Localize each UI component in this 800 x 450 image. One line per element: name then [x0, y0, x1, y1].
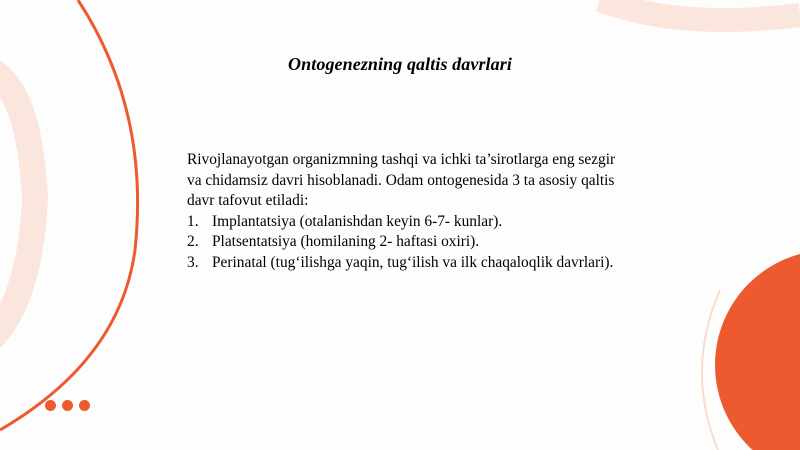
dot-icon: [45, 400, 56, 411]
dots-decoration: [45, 400, 90, 411]
critical-periods-list: [187, 212, 627, 274]
list-item-number: 3.: [187, 253, 199, 271]
right-orange-circle: [715, 250, 800, 450]
list-item-number: 2.: [187, 233, 199, 250]
list-item: [187, 253, 627, 274]
list-item: [187, 232, 627, 253]
list-item-text: Implantatsiya (otalanishdan keyin 6-7- kunlar).: [212, 212, 503, 230]
list-item-text: Platsentatsiya (homilaning 2- haftasi oxiri).: [212, 233, 480, 250]
list-item-number: 1.: [187, 212, 199, 230]
slide-body: [187, 150, 627, 273]
left-light-arc: [0, 70, 35, 340]
list-item: [187, 212, 627, 233]
dot-icon: [62, 400, 73, 411]
list-item-text: Perinatal (tug‘ilishga yaqin, tug‘ilish va ilk chaqaloqlik davrlari).: [212, 253, 614, 271]
top-right-light-arc: [600, 0, 800, 20]
slide-title: Ontogenezning qaltis davrlari: [288, 54, 512, 74]
intro-paragraph: Rivojlanayotgan organizmning tashqi va ichki ta’sirotlarga eng sezgir va chidamsiz davri hisoblanadi. Odam ontogenesida 3 ta asosiy qaltis davr tafovut etiladi:: [187, 151, 616, 209]
dot-icon: [79, 400, 90, 411]
